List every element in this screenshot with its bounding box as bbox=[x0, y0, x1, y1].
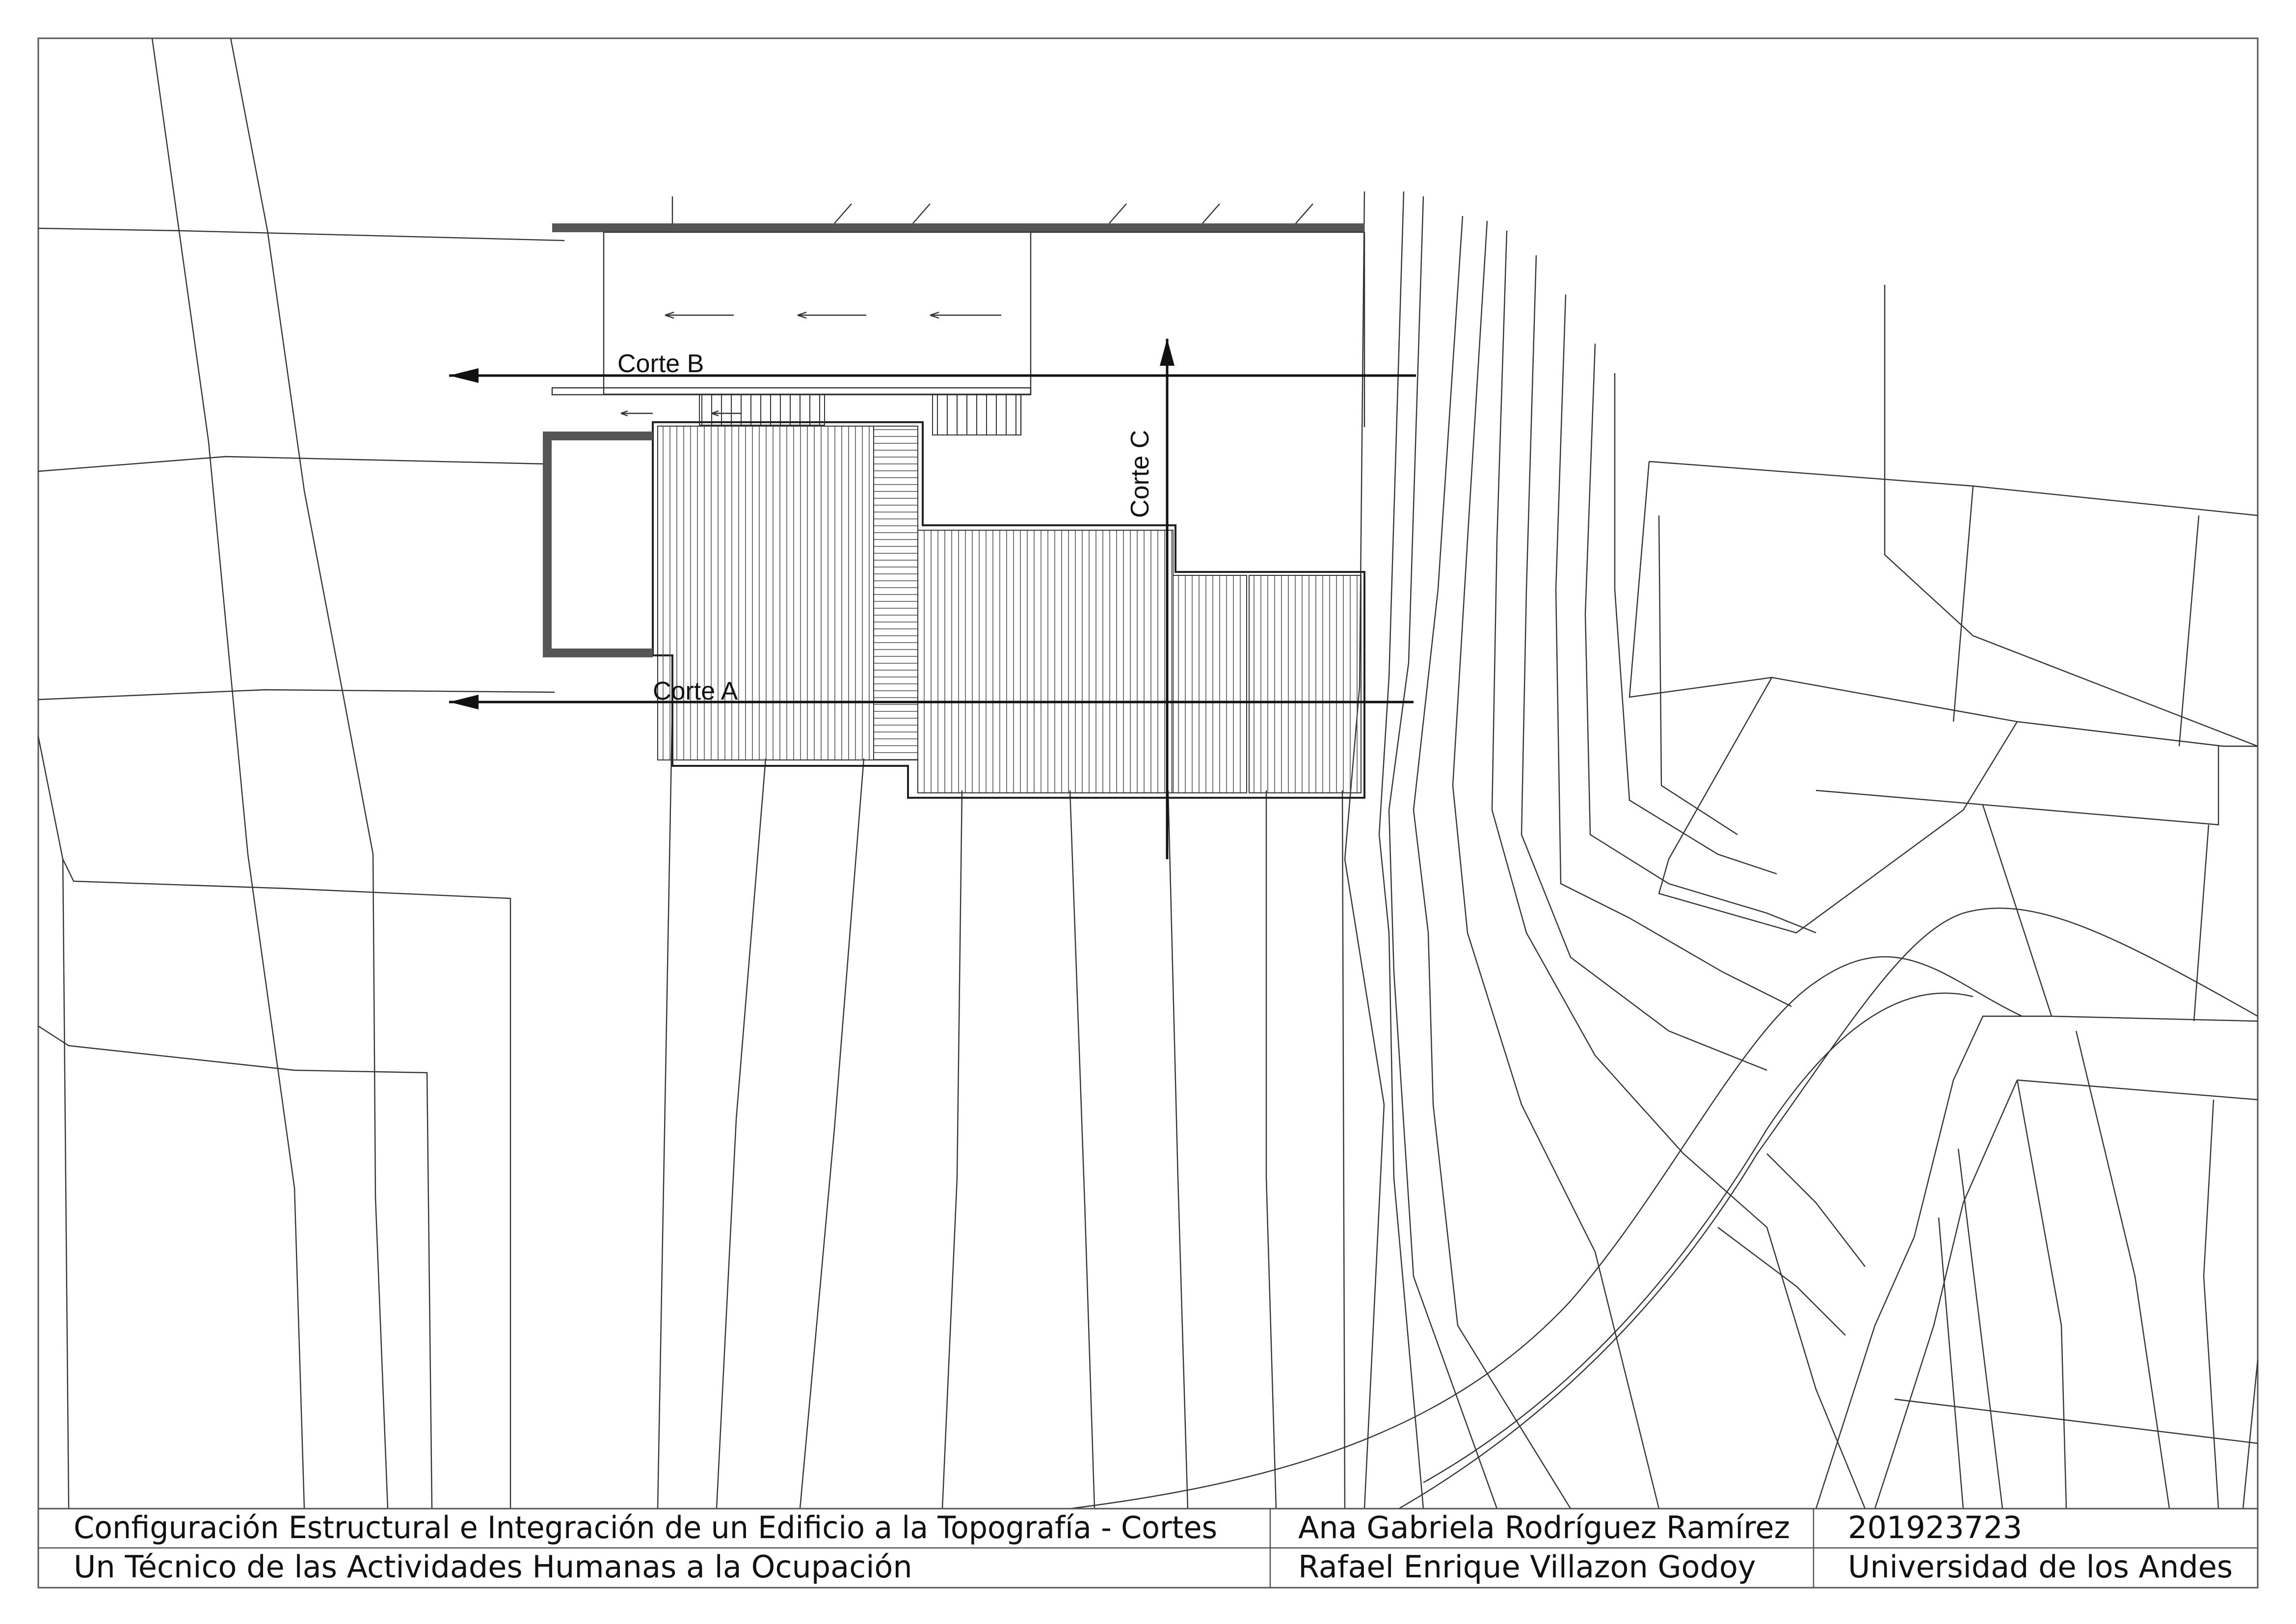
block-west bbox=[658, 426, 874, 760]
block-central bbox=[918, 530, 1173, 793]
corte-a-arrow bbox=[449, 695, 479, 709]
corte-b-arrow bbox=[449, 368, 479, 383]
title-line-1: Configuración Estructural e Integración de un Edificio a la Topografía - Cortes bbox=[74, 1510, 1217, 1545]
institution: Universidad de los Andes bbox=[1848, 1549, 2233, 1585]
corte-c-arrow bbox=[1160, 339, 1175, 366]
block-east-2 bbox=[1249, 575, 1361, 793]
corte-c-label: Corte C bbox=[1126, 430, 1154, 518]
upper-plaza bbox=[552, 196, 1364, 435]
stairs-east bbox=[933, 395, 1021, 435]
author-1: Ana Gabriela Rodríguez Ramírez bbox=[1298, 1510, 1790, 1545]
student-code: 201923723 bbox=[1848, 1510, 2023, 1545]
author-2: Rafael Enrique Villazon Godoy bbox=[1298, 1549, 1756, 1585]
stairs-west bbox=[699, 395, 825, 425]
title-line-2: Un Técnico de las Actividades Humanas a la Ocupación bbox=[74, 1549, 912, 1585]
stair-core bbox=[874, 426, 918, 760]
block-east-1 bbox=[1173, 575, 1247, 793]
u-wall bbox=[547, 436, 653, 653]
building-footprint bbox=[547, 422, 1364, 798]
corte-b-label: Corte B bbox=[617, 350, 704, 378]
corte-a-label: Corte A bbox=[653, 677, 738, 705]
retaining-wall-top bbox=[552, 223, 1364, 232]
